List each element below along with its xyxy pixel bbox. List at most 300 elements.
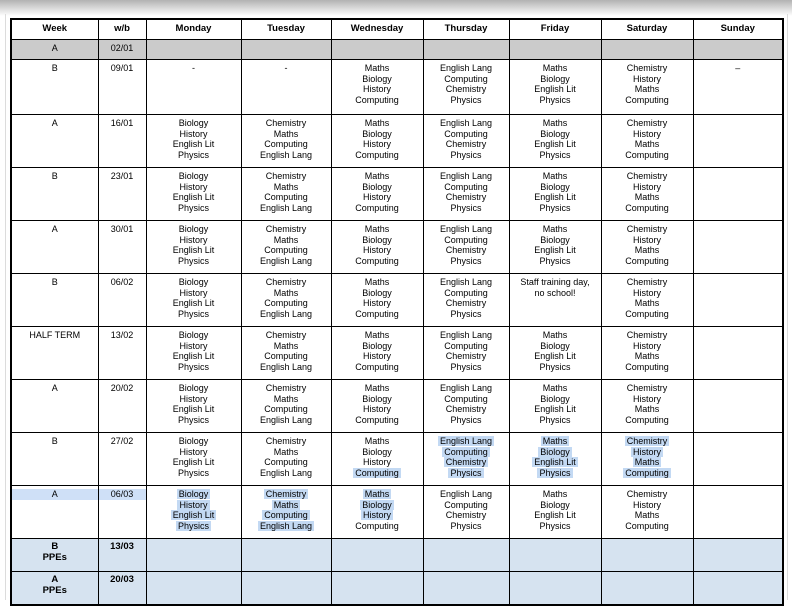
subject-line: [602, 182, 693, 193]
subject-line: [242, 447, 331, 458]
subject-line: [602, 277, 693, 288]
table-row: [11, 486, 783, 539]
cell-week[interactable]: [11, 380, 98, 433]
subject-text: Biology: [540, 234, 570, 245]
subject-text: no school!: [534, 287, 576, 298]
subject-text: English Lit: [534, 139, 576, 149]
subject-text: Maths: [542, 330, 568, 340]
cell-thursday[interactable]: [423, 274, 509, 327]
cell-week[interactable]: [11, 168, 98, 221]
subject-text: Biology: [540, 393, 570, 404]
cell-monday[interactable]: [146, 380, 241, 433]
subject-text: Maths: [273, 287, 299, 298]
subject-text: Computing: [264, 245, 308, 255]
week-beginning-date: 20/02: [110, 383, 134, 393]
subject-line: [332, 362, 423, 373]
subject-text: Chemistry: [626, 63, 668, 73]
subject-line: [424, 298, 509, 309]
cell-tuesday[interactable]: [241, 433, 331, 486]
cell-tuesday[interactable]: [241, 40, 331, 60]
cell-monday[interactable]: [146, 327, 241, 380]
subject-text: Computing: [625, 149, 669, 160]
cell-monday[interactable]: [146, 40, 241, 60]
cell-week[interactable]: [11, 433, 98, 486]
subject-line: [332, 171, 423, 182]
subject-text: Chemistry: [265, 118, 307, 128]
week-label: B: [51, 436, 58, 446]
subject-line: [602, 500, 693, 511]
cell-tuesday[interactable]: [241, 327, 331, 380]
cell-thursday[interactable]: [423, 486, 509, 539]
subject-text: Physics: [539, 520, 571, 531]
subject-text: Computing: [625, 467, 669, 478]
subject-text: –: [735, 63, 741, 73]
subject-text: History: [179, 446, 208, 457]
cell-week[interactable]: [11, 221, 98, 274]
cell-saturday[interactable]: [601, 40, 693, 60]
subject-line: [424, 256, 509, 267]
subject-line: [332, 63, 423, 74]
subject-line: [510, 351, 601, 362]
week-label: A: [12, 489, 98, 500]
subject-line: [332, 245, 423, 256]
cell-saturday[interactable]: [601, 168, 693, 221]
cell-thursday[interactable]: [423, 60, 509, 115]
subject-text: English Lang: [259, 520, 313, 531]
cell-sunday[interactable]: [693, 327, 783, 380]
cell-tuesday[interactable]: [241, 274, 331, 327]
cell-thursday[interactable]: [423, 115, 509, 168]
cell-wb[interactable]: [98, 115, 146, 168]
subject-text: Maths: [542, 171, 568, 181]
cell-wb[interactable]: [98, 60, 146, 115]
subject-line: [242, 118, 331, 129]
cell-wb[interactable]: [98, 486, 146, 539]
week-label: PPEs: [42, 584, 67, 596]
cell-wb[interactable]: [98, 433, 146, 486]
cell-friday[interactable]: [509, 486, 601, 539]
subject-text: English Lit: [534, 245, 576, 255]
subject-line: [332, 150, 423, 161]
subject-line: [332, 330, 423, 341]
subject-line: [242, 298, 331, 309]
subject-line: [510, 235, 601, 246]
cell-tuesday[interactable]: [241, 115, 331, 168]
subject-line: [242, 192, 331, 203]
cell-saturday[interactable]: [601, 60, 693, 115]
subject-text: Computing: [264, 404, 308, 414]
cell-sunday[interactable]: [693, 115, 783, 168]
week-beginning-date: 27/02: [110, 436, 134, 446]
subject-text: Maths: [364, 171, 390, 181]
subject-text: Physics: [450, 308, 482, 319]
subject-line: [424, 288, 509, 299]
subject-text: English Lit: [172, 351, 215, 361]
subject-line: [602, 383, 693, 394]
subject-line: [602, 351, 693, 362]
subject-text: Staff training day,: [520, 277, 590, 287]
week-label: PPEs: [42, 551, 67, 563]
subject-text: English Lang: [439, 171, 493, 181]
subject-line: [424, 500, 509, 511]
cell-wb[interactable]: [98, 274, 146, 327]
table-row: [11, 327, 783, 380]
cell-wb[interactable]: [98, 539, 146, 572]
subject-line: [147, 468, 241, 479]
subject-text: Biology: [178, 118, 209, 128]
subject-text: English Lang: [439, 118, 493, 128]
subject-text: History: [632, 287, 661, 298]
cell-friday[interactable]: [509, 327, 601, 380]
subject-line: [147, 404, 241, 415]
subject-line: [602, 84, 693, 95]
week-label: B: [51, 63, 58, 73]
subject-line: [424, 277, 509, 288]
subject-text: English Lit: [172, 245, 215, 255]
subject-line: [510, 510, 601, 521]
subject-line: [147, 394, 241, 405]
subject-text: Maths: [273, 128, 299, 139]
subject-text: Maths: [273, 234, 299, 245]
cell-friday[interactable]: [509, 115, 601, 168]
cell-monday[interactable]: [146, 221, 241, 274]
subject-line: [242, 457, 331, 468]
subject-line: [510, 224, 601, 235]
cell-sunday[interactable]: [693, 274, 783, 327]
subject-text: Physics: [450, 520, 482, 531]
subject-line: [602, 74, 693, 85]
subject-text: Chemistry: [445, 351, 487, 361]
cell-wednesday[interactable]: [331, 221, 423, 274]
subject-text: Computing: [444, 287, 488, 298]
subject-line: [602, 245, 693, 256]
subject-text: Biology: [540, 181, 570, 192]
subject-text: Chemistry: [265, 171, 307, 181]
subject-text: Computing: [444, 181, 488, 192]
cell-week[interactable]: [11, 486, 98, 539]
subject-line: [424, 394, 509, 405]
subject-line: [332, 500, 423, 511]
cell-wb[interactable]: [98, 221, 146, 274]
subject-text: History: [179, 499, 208, 510]
subject-line: [602, 447, 693, 458]
subject-text: Maths: [273, 446, 299, 457]
subject-text: Computing: [444, 446, 488, 457]
cell-wednesday[interactable]: [331, 486, 423, 539]
subject-text: Biology: [540, 446, 570, 457]
subject-line: [424, 489, 509, 500]
subject-line: [332, 139, 423, 150]
subject-line: [147, 383, 241, 394]
subject-line: [602, 298, 693, 309]
cell-friday[interactable]: [509, 60, 601, 115]
subject-line: [147, 447, 241, 458]
subject-text: Biology: [178, 171, 209, 181]
subject-line: [424, 139, 509, 150]
subject-line: [332, 309, 423, 320]
subject-text: Computing: [625, 361, 669, 372]
subject-line: [147, 277, 241, 288]
cell-friday[interactable]: [509, 168, 601, 221]
subject-text: Physics: [539, 467, 571, 478]
cell-tuesday[interactable]: [241, 486, 331, 539]
cell-week[interactable]: [11, 40, 98, 60]
subject-line: [424, 351, 509, 362]
cell-thursday[interactable]: [423, 327, 509, 380]
subject-line: [147, 203, 241, 214]
subject-text: Physics: [177, 149, 209, 160]
cell-monday[interactable]: [146, 115, 241, 168]
cell-wednesday[interactable]: [331, 539, 423, 572]
cell-thursday[interactable]: [423, 433, 509, 486]
subject-line: [424, 63, 509, 74]
cell-tuesday[interactable]: [241, 60, 331, 115]
subject-text: History: [632, 499, 661, 510]
subject-text: History: [632, 128, 661, 139]
subject-line: [147, 171, 241, 182]
subject-line: [602, 118, 693, 129]
cell-friday[interactable]: [509, 40, 601, 60]
cell-wednesday[interactable]: [331, 115, 423, 168]
cell-saturday[interactable]: [601, 327, 693, 380]
cell-wednesday[interactable]: [331, 327, 423, 380]
cell-thursday[interactable]: [423, 221, 509, 274]
subject-line: [510, 63, 601, 74]
cell-wb[interactable]: [98, 40, 146, 60]
subject-line: [332, 394, 423, 405]
subject-text: Chemistry: [626, 171, 668, 181]
subject-line: [147, 192, 241, 203]
subject-text: Chemistry: [626, 224, 668, 234]
week-label: HALF TERM: [29, 330, 81, 340]
subject-text: Computing: [264, 139, 308, 149]
subject-text: Physics: [539, 149, 571, 160]
subject-line: [510, 150, 601, 161]
table-row: [11, 168, 783, 221]
subject-line: [424, 129, 509, 140]
subject-line: [424, 95, 509, 106]
cell-friday[interactable]: [509, 380, 601, 433]
cell-week[interactable]: [11, 274, 98, 327]
subject-text: English Lang: [439, 63, 493, 73]
subject-line: [242, 235, 331, 246]
subject-line: [147, 341, 241, 352]
subject-text: Maths: [542, 489, 568, 499]
subject-text: Maths: [364, 224, 390, 234]
cell-week[interactable]: [11, 60, 98, 115]
subject-text: Chemistry: [445, 84, 487, 94]
cell-thursday[interactable]: [423, 168, 509, 221]
cell-sunday[interactable]: [693, 486, 783, 539]
subject-line: [242, 288, 331, 299]
week-label: B: [51, 541, 59, 552]
cell-saturday[interactable]: [601, 486, 693, 539]
subject-text: English Lit: [534, 457, 576, 467]
subject-line: [602, 235, 693, 246]
cell-sunday[interactable]: [693, 221, 783, 274]
subject-text: English Lang: [259, 414, 313, 425]
cell-week[interactable]: [11, 327, 98, 380]
column-header-wednesday: Wednesday: [331, 19, 423, 40]
subject-line: [332, 510, 423, 521]
subject-line: [602, 203, 693, 214]
subject-text: Maths: [364, 330, 390, 340]
cell-saturday[interactable]: [601, 274, 693, 327]
subject-text: Maths: [364, 277, 390, 287]
subject-text: Maths: [634, 84, 660, 94]
cell-monday[interactable]: [146, 433, 241, 486]
cell-wednesday[interactable]: [331, 40, 423, 60]
subject-line: [147, 139, 241, 150]
subject-text: Physics: [450, 361, 482, 372]
subject-text: Computing: [355, 94, 399, 105]
week-beginning-date: 13/03: [110, 541, 134, 552]
cell-wb[interactable]: [98, 327, 146, 380]
cell-thursday[interactable]: [423, 40, 509, 60]
cell-sunday[interactable]: [693, 60, 783, 115]
subject-line: [602, 436, 693, 447]
cell-sunday[interactable]: [693, 40, 783, 60]
subject-line: [332, 489, 423, 500]
subject-line: [602, 129, 693, 140]
week-label: B: [51, 171, 58, 181]
subject-text: English Lit: [534, 404, 576, 414]
cell-monday[interactable]: [146, 539, 241, 572]
cell-wednesday[interactable]: [331, 380, 423, 433]
subject-line: [147, 182, 241, 193]
cell-wednesday[interactable]: [331, 274, 423, 327]
subject-line: [424, 383, 509, 394]
subject-line: [424, 436, 509, 447]
cell-monday[interactable]: [146, 274, 241, 327]
subject-text: English Lang: [259, 149, 313, 160]
subject-text: Computing: [625, 414, 669, 425]
cell-week[interactable]: [11, 539, 98, 572]
subject-line: [602, 309, 693, 320]
week-beginning-date: 23/01: [110, 171, 134, 181]
cell-monday[interactable]: [146, 486, 241, 539]
subject-text: Computing: [355, 308, 399, 319]
subject-line: [424, 404, 509, 415]
subject-text: History: [632, 393, 661, 404]
cell-monday[interactable]: [146, 168, 241, 221]
subject-text: Computing: [264, 510, 308, 520]
subject-text: History: [362, 84, 391, 94]
subject-text: Physics: [177, 308, 209, 319]
subject-text: History: [632, 234, 661, 245]
cell-friday[interactable]: [509, 221, 601, 274]
subject-text: Computing: [264, 351, 308, 361]
subject-line: [242, 330, 331, 341]
subject-text: Maths: [364, 489, 390, 499]
subject-line: [424, 192, 509, 203]
subject-text: Computing: [264, 298, 308, 308]
cell-wednesday[interactable]: [331, 168, 423, 221]
cell-wednesday[interactable]: [331, 433, 423, 486]
cell-tuesday[interactable]: [241, 168, 331, 221]
subject-text: Physics: [177, 202, 209, 213]
cell-wb[interactable]: [98, 380, 146, 433]
subject-text: Chemistry: [445, 192, 487, 202]
cell-wednesday[interactable]: [331, 60, 423, 115]
week-label: A: [51, 224, 58, 234]
subject-line: [602, 139, 693, 150]
subject-line: [424, 415, 509, 426]
cell-sunday[interactable]: [693, 380, 783, 433]
week-beginning-date: 09/01: [110, 63, 134, 73]
table-row: [11, 539, 783, 572]
subject-text: Biology: [362, 181, 392, 192]
subject-line: [424, 330, 509, 341]
cell-saturday[interactable]: [601, 221, 693, 274]
cell-saturday[interactable]: [601, 115, 693, 168]
subject-line: [602, 192, 693, 203]
subject-line: [424, 150, 509, 161]
cell-week[interactable]: [11, 115, 98, 168]
cell-saturday[interactable]: [601, 433, 693, 486]
subject-line: [242, 171, 331, 182]
subject-text: History: [632, 446, 661, 457]
subject-text: Biology: [540, 499, 570, 510]
subject-text: English Lang: [439, 277, 493, 287]
subject-line: [147, 288, 241, 299]
cell-tuesday[interactable]: [241, 221, 331, 274]
subject-line: [147, 510, 241, 521]
subject-line: [147, 351, 241, 362]
subject-text: English Lang: [259, 202, 313, 213]
subject-line: [602, 63, 693, 74]
subject-line: [332, 118, 423, 129]
subject-text: Computing: [355, 202, 399, 213]
cell-wb[interactable]: [98, 168, 146, 221]
subject-line: [242, 139, 331, 150]
subject-text: Computing: [625, 520, 669, 531]
cell-friday[interactable]: [509, 274, 601, 327]
subject-line: [424, 468, 509, 479]
cell-saturday[interactable]: [601, 539, 693, 572]
cell-friday[interactable]: [509, 539, 601, 572]
subject-line: [510, 192, 601, 203]
cell-sunday[interactable]: [693, 433, 783, 486]
subject-text: Physics: [450, 414, 482, 425]
subject-text: Chemistry: [445, 139, 487, 149]
cell-sunday[interactable]: [693, 539, 783, 572]
cell-tuesday[interactable]: [241, 539, 331, 572]
subject-text: Physics: [177, 467, 209, 478]
subject-line: [332, 277, 423, 288]
subject-line: [602, 95, 693, 106]
subject-text: Computing: [355, 414, 399, 425]
cell-sunday[interactable]: [693, 168, 783, 221]
subject-line: [424, 457, 509, 468]
column-header-monday: Monday: [146, 19, 241, 40]
cell-thursday[interactable]: [423, 539, 509, 572]
subject-text: Chemistry: [265, 436, 307, 446]
subject-text: Maths: [634, 192, 660, 202]
subject-text: English Lit: [172, 192, 215, 202]
subject-text: Physics: [177, 361, 209, 372]
cell-saturday[interactable]: [601, 380, 693, 433]
cell-thursday[interactable]: [423, 380, 509, 433]
subject-line: [510, 521, 601, 532]
cell-friday[interactable]: [509, 433, 601, 486]
subject-line: [510, 95, 601, 106]
cell-tuesday[interactable]: [241, 380, 331, 433]
subject-line: [510, 288, 601, 299]
subject-text: Biology: [540, 128, 570, 139]
subject-text: Biology: [178, 383, 209, 393]
cell-monday[interactable]: [146, 60, 241, 115]
